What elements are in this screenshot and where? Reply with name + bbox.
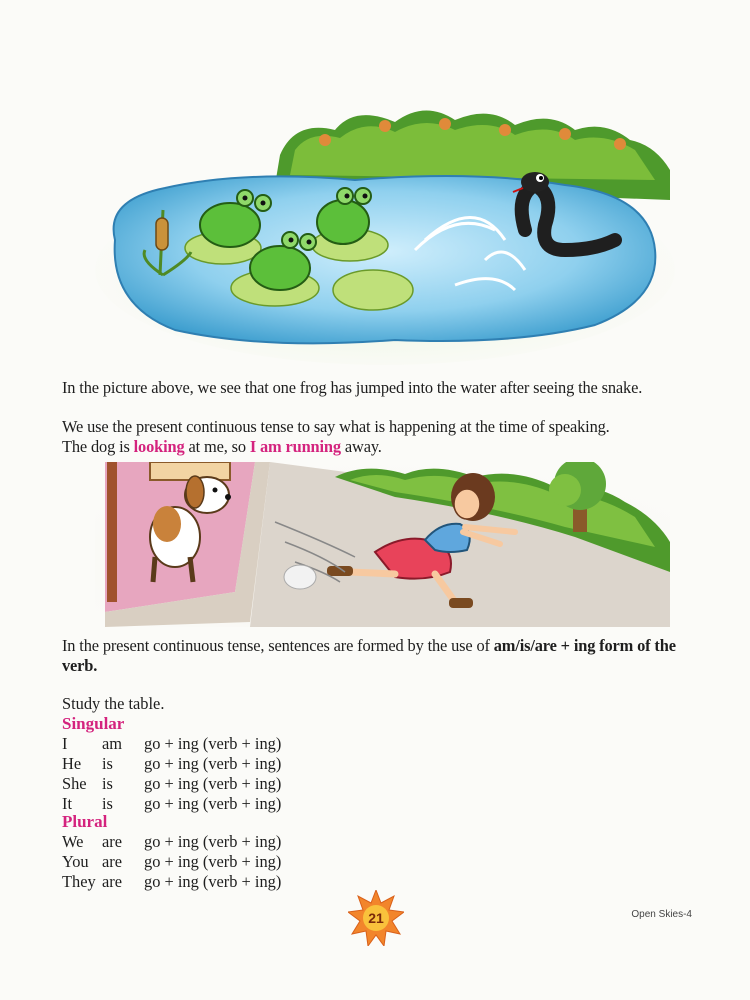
form-cell: go + ing (verb + ing) — [144, 754, 282, 773]
pronoun-cell: We — [62, 832, 84, 851]
text-segment: at me, so — [184, 437, 250, 456]
verb-cell: are — [102, 852, 123, 871]
verb-cell: am — [102, 734, 123, 753]
table-row — [62, 734, 281, 754]
plural-heading: Plural — [62, 812, 108, 831]
page-number-badge — [348, 890, 404, 946]
table-row — [62, 774, 281, 794]
table-row — [62, 872, 281, 892]
dog-chasing-girl-illustration — [95, 462, 670, 627]
singular-table — [62, 734, 281, 814]
singular-heading: Singular — [62, 714, 125, 733]
footer-book-title: Open Skies-4 — [631, 909, 692, 920]
table-row — [62, 832, 281, 852]
form-cell: go + ing (verb + ing) — [144, 794, 282, 813]
verb-cell: is — [102, 754, 113, 773]
pronoun-cell: I — [62, 734, 68, 753]
verb-cell: are — [102, 872, 123, 891]
pronoun-cell: He — [62, 754, 82, 773]
text-segment: The dog is — [62, 437, 134, 456]
table-row — [62, 794, 281, 814]
study-instruction: Study the table. — [62, 694, 165, 713]
bold-rule: am/is/are + ing form of the verb. — [62, 636, 676, 675]
pronoun-cell: It — [62, 794, 73, 813]
pronoun-cell: You — [62, 852, 89, 871]
paragraph-frog-snake: In the picture above, we see that one frog has jumped into the water after seeing the snake. — [62, 378, 643, 397]
form-cell: go + ing (verb + ing) — [144, 872, 282, 891]
table-row — [62, 852, 281, 872]
paragraph-formation-rule — [62, 636, 702, 675]
pond-frogs-snake-illustration — [95, 100, 675, 365]
verb-cell: is — [102, 774, 113, 793]
verb-cell: are — [102, 832, 123, 851]
text-segment: In the present continuous tense, sentences are formed by the use of — [62, 636, 494, 655]
form-cell: go + ing (verb + ing) — [144, 734, 282, 753]
table-row — [62, 754, 281, 774]
highlight-looking: looking — [133, 437, 185, 456]
paragraph-dog-example — [62, 437, 702, 457]
plural-table — [62, 832, 281, 892]
verb-cell: is — [102, 794, 113, 813]
form-cell: go + ing (verb + ing) — [144, 832, 282, 851]
form-cell: go + ing (verb + ing) — [144, 852, 282, 871]
pronoun-cell: They — [62, 872, 96, 891]
text-segment: away. — [340, 437, 382, 456]
highlight-i-am-running: I am running — [249, 437, 341, 456]
form-cell: go + ing (verb + ing) — [144, 774, 282, 793]
page-number: 21 — [368, 910, 384, 926]
paragraph-tense-definition: We use the present continuous tense to say what is happening at the time of speaking. — [62, 417, 610, 436]
pronoun-cell: She — [62, 774, 87, 793]
pond-water — [114, 176, 656, 343]
